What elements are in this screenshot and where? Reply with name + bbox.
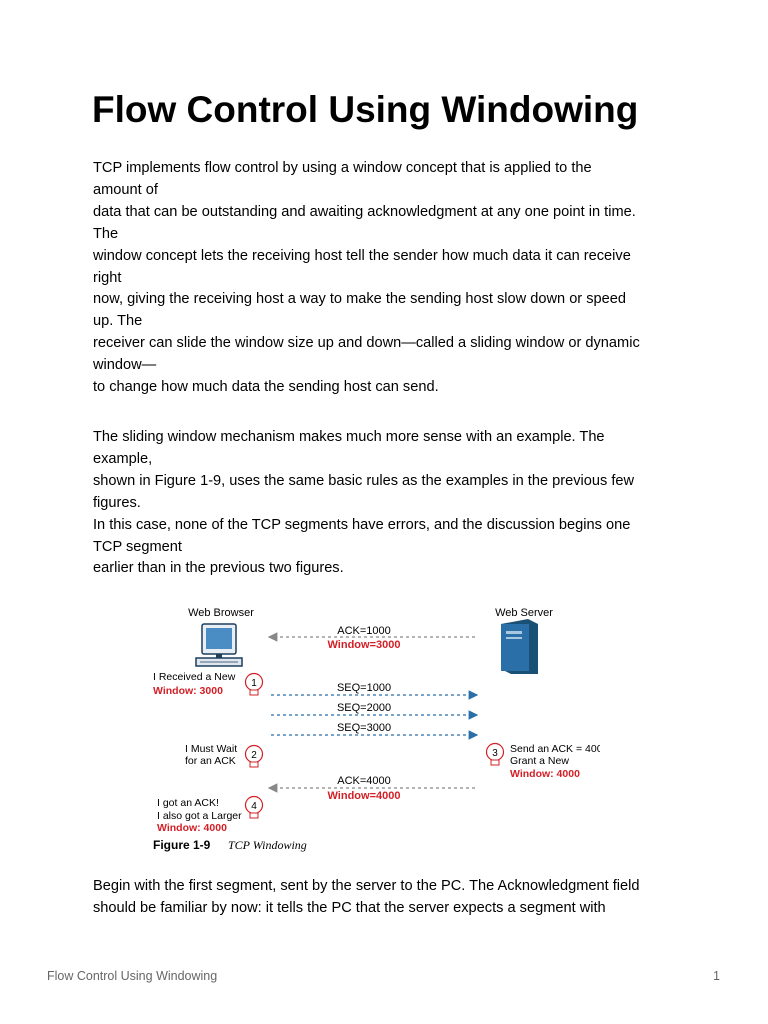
text-line: window— bbox=[93, 357, 157, 374]
seq-3000-label: SEQ=3000 bbox=[336, 722, 392, 734]
text-line: to change how much data the sending host can send. bbox=[93, 379, 439, 396]
paragraph-sliding-window bbox=[93, 427, 693, 580]
text-line: earlier than in the previous two figures. bbox=[93, 560, 344, 577]
step-number: 2 bbox=[251, 750, 257, 761]
text-line: example, bbox=[93, 450, 153, 467]
step-number: 3 bbox=[492, 748, 498, 759]
web-server-label: Web Server bbox=[495, 607, 553, 619]
step2-text: for an ACK bbox=[185, 755, 236, 767]
text-line: receiver can slide the window size up and down—called a sliding window or dynamic bbox=[93, 335, 640, 352]
text-line: amount of bbox=[93, 181, 158, 198]
step3-text: Send an ACK = 4000 bbox=[510, 743, 600, 755]
lightbulb-icon bbox=[246, 797, 263, 819]
web-browser-label: Web Browser bbox=[188, 607, 254, 619]
paragraph-flow-control bbox=[93, 158, 693, 399]
computer-icon bbox=[196, 624, 242, 666]
window-4000-label: Window=4000 bbox=[327, 790, 401, 802]
tcp-windowing-figure bbox=[150, 602, 600, 857]
step4-text: I also got a Larger bbox=[157, 810, 242, 822]
seq-1000-label: SEQ=1000 bbox=[336, 682, 392, 694]
ack-4000-label: ACK=4000 bbox=[337, 775, 391, 787]
text-line: now, giving the receiving host a way to make the sending host slow down or speed bbox=[93, 291, 626, 308]
text-line: The sliding window mechanism makes much more sense with an example. The bbox=[93, 429, 605, 445]
text-line: right bbox=[93, 269, 122, 286]
step1-text: I Received a New bbox=[153, 671, 236, 683]
text-line: Begin with the first segment, sent by the server to the PC. The Acknowledgment field bbox=[93, 878, 640, 894]
step4-window: Window: 4000 bbox=[157, 822, 227, 834]
text-line: TCP implements flow control by using a window concept that is applied to the bbox=[93, 160, 592, 176]
step1-window: Window: 3000 bbox=[153, 685, 223, 697]
figure-caption-text: TCP Windowing bbox=[228, 838, 307, 852]
window-3000-label: Window=3000 bbox=[327, 639, 401, 651]
text-line: shown in Figure 1-9, uses the same basic rules as the examples in the previous few bbox=[93, 472, 635, 489]
lightbulb-icon bbox=[246, 674, 263, 696]
step3-text: Grant a New bbox=[510, 755, 569, 767]
text-line: TCP segment bbox=[93, 538, 182, 555]
step3-window: Window: 4000 bbox=[510, 768, 580, 780]
step2-text: I Must Wait bbox=[185, 743, 238, 755]
step-number: 4 bbox=[251, 801, 257, 812]
lightbulb-icon bbox=[487, 744, 504, 766]
lightbulb-icon bbox=[246, 746, 263, 768]
text-line: The bbox=[93, 225, 119, 242]
seq-2000-label: SEQ=2000 bbox=[336, 702, 392, 714]
text-line: should be familiar by now: it tells the PC that the server expects a segment with bbox=[93, 899, 606, 916]
page-number: 1 bbox=[713, 969, 720, 983]
text-line: figures. bbox=[93, 494, 141, 511]
text-line: up. The bbox=[93, 313, 143, 330]
step-number: 1 bbox=[251, 678, 257, 689]
ack-1000-label: ACK=1000 bbox=[337, 625, 391, 637]
step4-text: I got an ACK! bbox=[157, 797, 219, 809]
figure-caption-label: Figure 1-9 bbox=[153, 838, 211, 852]
paragraph-first-segment bbox=[93, 876, 693, 920]
page-title: Flow Control Using Windowing bbox=[92, 89, 639, 130]
text-line: data that can be outstanding and awaiting acknowledgment at any one point in time. bbox=[93, 203, 636, 220]
server-icon bbox=[501, 619, 538, 674]
footer-title: Flow Control Using Windowing bbox=[47, 969, 218, 983]
text-line: window concept lets the receiving host tell the sender how much data it can receive bbox=[93, 247, 631, 264]
text-line: In this case, none of the TCP segments have errors, and the discussion begins one bbox=[93, 516, 631, 533]
tcp-windowing-diagram bbox=[150, 602, 600, 857]
